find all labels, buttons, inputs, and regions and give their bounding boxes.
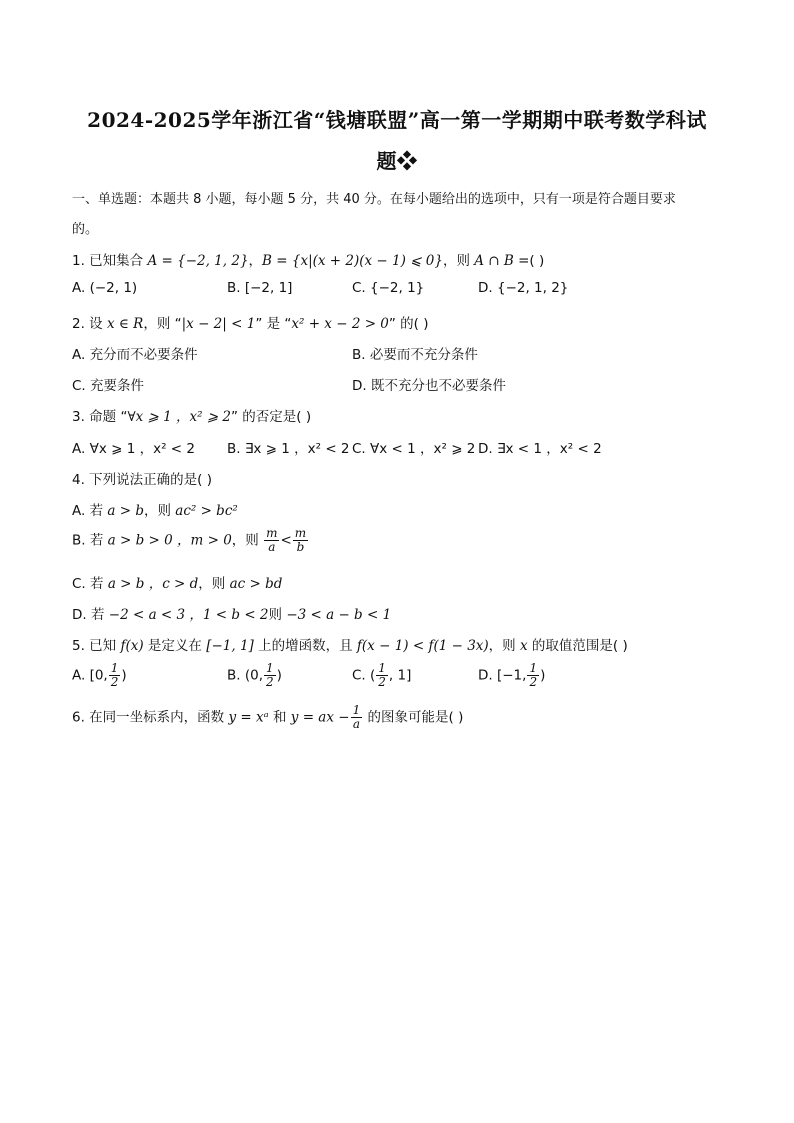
q3-option-c[interactable]: C. ∀x < 1 ，x² ⩾ 2: [352, 441, 476, 457]
q5-option-d[interactable]: D. [−1, $\frac{1}{2}$ ): [478, 661, 546, 689]
question-4-stem: 4. 下列说法正确的是( ): [72, 472, 212, 488]
q4-option-a[interactable]: A. 若 a > b，则 ac² > bc²: [72, 503, 238, 519]
fraction-one-half: $\frac{1}{2}$: [110, 661, 119, 689]
exam-title-line2: 题❖: [376, 149, 418, 173]
q5-option-a[interactable]: A. [0, $\frac{1}{2}$ ): [72, 661, 127, 689]
q1-option-c[interactable]: C. {−2, 1}: [352, 280, 425, 296]
q1-option-d[interactable]: D. {−2, 1, 2}: [478, 280, 569, 296]
math-intersection: A ∩ B =: [474, 253, 530, 269]
q3-option-a[interactable]: A. ∀x ⩾ 1 ，x² < 2: [72, 441, 195, 457]
fraction-one-half: $\frac{1}{2}$: [378, 661, 386, 689]
section-instructions-line1: 一、单选题：本题共 8 小题，每小题 5 分，共 40 分。在每小题给出的选项中，只有一项是符合题目要求: [72, 192, 676, 207]
fraction-one-half: $\frac{1}{2}$: [266, 661, 274, 689]
q5-option-b[interactable]: B. (0, $\frac{1}{2}$ ): [227, 661, 282, 689]
math-set-a: A = {−2, 1, 2}: [147, 253, 249, 269]
q5-option-c[interactable]: C. ( $\frac{1}{2}$ , 1]: [352, 661, 412, 689]
question-2-stem: 2. 设 x ∈ R，则 “|x − 2| < 1” 是 “x² + x − 2 > 0” 的( ): [72, 316, 429, 332]
q1-option-a[interactable]: A. (−2, 1): [72, 280, 138, 296]
q2-option-d[interactable]: D. 既不充分也不必要条件: [352, 378, 506, 394]
section-instructions-line2: 的。: [72, 222, 99, 237]
q4-option-d[interactable]: D. 若 −2 < a < 3 ，1 < b < 2则 −3 < a − b < 1: [72, 607, 392, 623]
q2-option-a[interactable]: A. 充分而不必要条件: [72, 347, 198, 363]
fraction-one-over-a: $\frac{1}{a}$: [352, 703, 361, 731]
question-5-options: [72, 662, 734, 696]
question-6-stem: 6. 在同一坐标系内，函数 y = xᵃ 和 y = ax − $\frac{1}{a}$ 的图象可能是( ): [72, 703, 464, 731]
fraction-m-over-a: $\frac{m}{a}$: [266, 526, 278, 554]
q1-option-b[interactable]: B. [−2, 1]: [227, 280, 293, 296]
exam-title-line1: 2024-2025学年浙江省“钱塘联盟”高一第一学期期中联考数学科试: [87, 108, 707, 132]
question-1-stem: 1. 已知集合 A = {−2, 1, 2}，B = {x|(x + 2)(x − 1) ⩽ 0}，则 A ∩ B =( ): [72, 253, 545, 269]
q2-option-c[interactable]: C. 充要条件: [72, 378, 145, 394]
fraction-one-half: $\frac{1}{2}$: [529, 661, 538, 689]
q4-option-c[interactable]: C. 若 a > b ，c > d，则 ac > bd: [72, 576, 283, 592]
q3-option-b[interactable]: B. ∃x ⩾ 1 ，x² < 2: [227, 441, 350, 457]
fraction-m-over-b: $\frac{m}{b}$: [294, 526, 307, 554]
math-set-b: B = {x|(x + 2)(x − 1) ⩽ 0}: [262, 253, 443, 269]
q4-option-b[interactable]: B. 若 a > b > 0 ，m > 0，则 $\frac{m}{a}$ < $\frac{m}{b}$: [72, 526, 307, 554]
q3-option-d[interactable]: D. ∃x < 1 ，x² < 2: [478, 441, 602, 457]
q2-option-b[interactable]: B. 必要而不充分条件: [352, 347, 478, 363]
question-3-stem: 3. 命题 “∀x ⩾ 1 ，x² ⩾ 2” 的否定是( ): [72, 409, 312, 425]
question-5-stem: 5. 已知 f(x) 是定义在 [−1, 1] 上的增函数，且 f(x − 1) < f(1 − 3x)，则 x 的取值范围是( ): [72, 638, 628, 654]
